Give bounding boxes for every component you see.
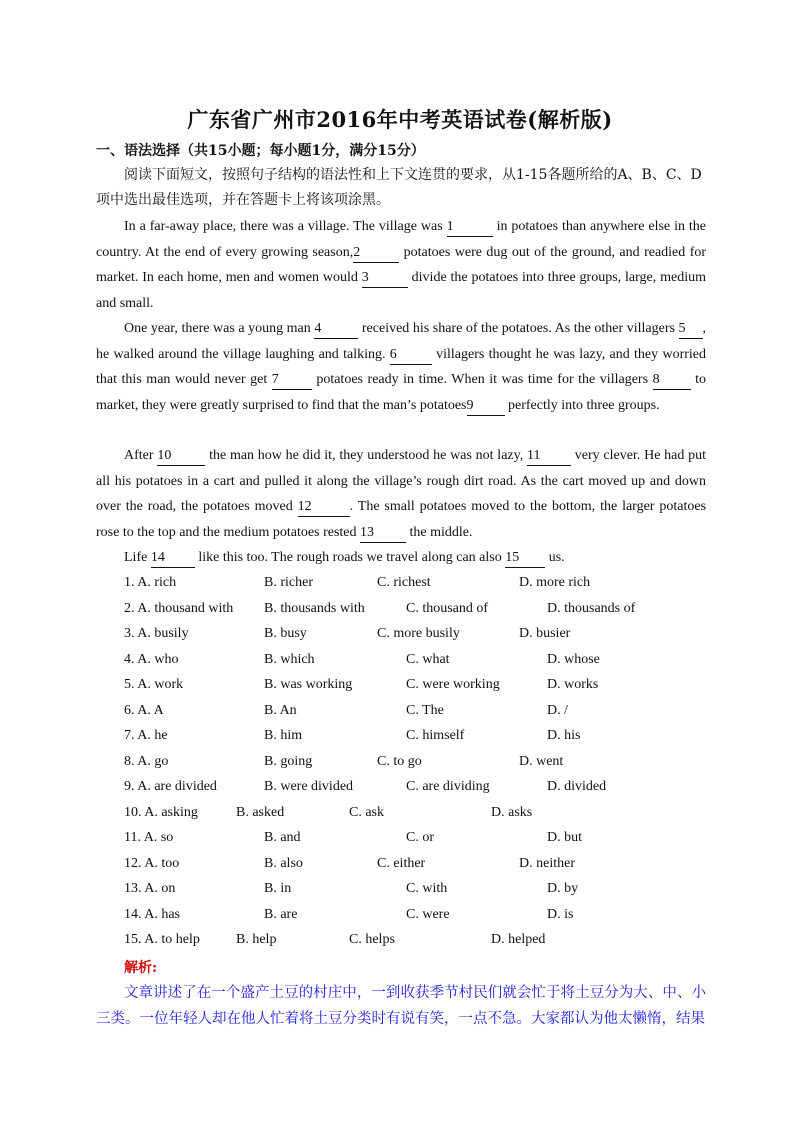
option-choice: 7. A. he — [124, 728, 168, 743]
option-choice: D. by — [547, 881, 579, 896]
option-choice: 8. A. go — [124, 753, 169, 769]
option-choice: D. divided — [547, 779, 607, 794]
blank-15: 15 — [505, 549, 545, 568]
option-choice: 5. A. work — [124, 677, 184, 692]
passage-text: After — [124, 448, 154, 463]
passage-text: villagers thought he was lazy, and they worried that this man would never get — [96, 346, 706, 387]
passage-paragraph-4 — [96, 545, 706, 571]
blank-14: 14 — [151, 549, 195, 568]
passage-text: divide the potatoes into three groups, large, medium and small. — [96, 270, 707, 311]
blank-9: 9 — [467, 397, 505, 416]
passage-paragraph-1 — [96, 214, 706, 316]
passage-text: the middle. — [409, 524, 473, 540]
passage-text: Life — [124, 550, 148, 565]
blank-8: 8 — [653, 371, 691, 390]
option-choice: 11. A. so — [124, 830, 174, 845]
blank-2: 2 — [353, 244, 399, 263]
option-choice: C. helps — [349, 932, 395, 947]
option-choice: B. busy — [264, 626, 307, 641]
option-choice: B. An — [264, 702, 297, 718]
passage-paragraph-3 — [96, 443, 706, 545]
passage-text: to market, they were greatly surprised to find that the man’s potatoes — [96, 372, 707, 413]
blank-6: 6 — [390, 346, 432, 365]
option-choice: B. going — [264, 753, 313, 769]
option-choice: D. more rich — [519, 575, 591, 590]
passage-text: . The small potatoes moved to the bottom, the larger potatoes rose to the top and the medium potatoes rested — [96, 499, 707, 540]
passage-text: In a far-away place, there was a village. The village was — [124, 219, 443, 234]
option-choice: B. were divided — [264, 779, 354, 794]
option-choice: 15. A. to help — [124, 932, 200, 947]
option-choice: D. whose — [547, 651, 600, 667]
blank-4: 4 — [314, 320, 358, 339]
passage-text: potatoes were dug out of the ground, and readied for market. In each home, men and women would — [96, 244, 707, 285]
option-choice: 6. A. A — [124, 702, 164, 718]
option-choice: B. which — [264, 651, 315, 667]
option-choice: B. and — [264, 830, 301, 845]
option-choice: D. asks — [491, 804, 533, 820]
option-choice: B. are — [264, 906, 298, 922]
option-choice: C. thousand of — [406, 600, 489, 616]
option-choice: 2. A. thousand with — [124, 600, 234, 616]
option-choice: 9. A. are divided — [124, 779, 217, 794]
passage-text: received his share of the potatoes. As the other villagers — [361, 321, 675, 336]
option-choice: D. neither — [519, 855, 575, 871]
blank-11: 11 — [527, 447, 571, 466]
section-heading: 一、语法选择（共15小题；每小题1分，满分15分） — [96, 143, 425, 159]
option-choice: B. thousands with — [264, 600, 365, 616]
option-choice: B. help — [236, 932, 277, 947]
option-choice: C. with — [406, 881, 448, 896]
option-choice: D. / — [547, 702, 568, 718]
option-choice: B. also — [264, 855, 303, 871]
option-choice: D. his — [547, 728, 581, 743]
blank-1: 1 — [447, 218, 493, 237]
option-choice: C. what — [406, 651, 450, 667]
passage-text: in potatoes than anywhere else in the country. At the end of every growing season, — [96, 219, 707, 260]
blank-12: 12 — [298, 498, 350, 517]
option-choice: 4. A. who — [124, 651, 179, 667]
passage-text: the man how he did it, they understood he was not lazy, — [209, 448, 524, 463]
option-choice: C. to go — [377, 753, 422, 769]
option-choice: B. in — [264, 881, 292, 896]
option-choice: D. thousands of — [547, 600, 636, 616]
option-choice: D. works — [547, 677, 599, 692]
blank-5: 5 — [679, 320, 703, 339]
option-choice: 1. A. rich — [124, 575, 177, 590]
option-choice: 13. A. on — [124, 881, 176, 896]
option-choice: D. but — [547, 830, 582, 845]
option-choice: C. The — [406, 702, 444, 718]
option-choice: C. were working — [406, 677, 500, 692]
passage-text: very clever. He had put all his potatoes in a cart and pulled it along the village’s rough dirt road. As the cart moved up and down over the road, the potatoes moved — [96, 448, 707, 514]
passage-text: One year, there was a young man — [124, 321, 311, 336]
option-choice: B. richer — [264, 575, 313, 590]
blank-3: 3 — [362, 269, 408, 288]
passage-text: potatoes ready in time. When it was time for the villagers — [316, 372, 649, 387]
blank-7: 7 — [272, 371, 312, 390]
option-choice: D. busier — [519, 626, 571, 641]
option-choice: D. is — [547, 906, 574, 922]
option-choice: C. are dividing — [406, 779, 490, 794]
option-choice: B. him — [264, 728, 303, 743]
option-choice: 3. A. busily — [124, 626, 189, 641]
option-choice: 14. A. has — [124, 906, 180, 922]
passage-text: like this too. The rough roads we travel along can also — [198, 550, 502, 565]
option-choice: C. himself — [406, 728, 465, 743]
passage-paragraph-2 — [96, 316, 706, 418]
option-choice: C. more busily — [377, 626, 460, 641]
analysis-text: 文章讲述了在一个盛产土豆的村庄中，一到收获季节村民们就会忙于将土豆分为大、中、小三类。一位年轻人却在他人忙着将土豆分类时有说有笑，一点不急。大家都认为他太懒惰，结果 — [96, 985, 706, 1027]
option-choice: 12. A. too — [124, 855, 180, 871]
option-choice: B. was working — [264, 677, 353, 692]
blank-13: 13 — [360, 524, 406, 543]
passage-text: us. — [548, 550, 565, 565]
option-choice: D. went — [519, 753, 564, 769]
analysis-label: 解析: — [124, 960, 158, 976]
option-choice: C. ask — [349, 804, 384, 820]
option-choice: C. either — [377, 855, 426, 871]
option-choice: B. asked — [236, 804, 285, 820]
option-choice: D. helped — [491, 932, 546, 947]
instructions: 阅读下面短文，按照句子结构的语法性和上下文连贯的要求，从1-15各题所给的A、B、C、D项中选出最佳选项，并在答题卡上将该项涂黑。 — [96, 167, 702, 208]
option-choice: C. richest — [377, 575, 431, 590]
blank-10: 10 — [157, 447, 205, 466]
page-title: 广东省广州市2016年中考英语试卷(解析版) — [187, 107, 613, 132]
passage-text: , he walked around the village laughing and talking. — [96, 321, 707, 362]
passage-text: perfectly into three groups. — [508, 397, 660, 413]
option-choice: 10. A. asking — [124, 804, 198, 820]
option-choice: C. or — [406, 830, 434, 845]
option-choice: C. were — [406, 906, 450, 922]
